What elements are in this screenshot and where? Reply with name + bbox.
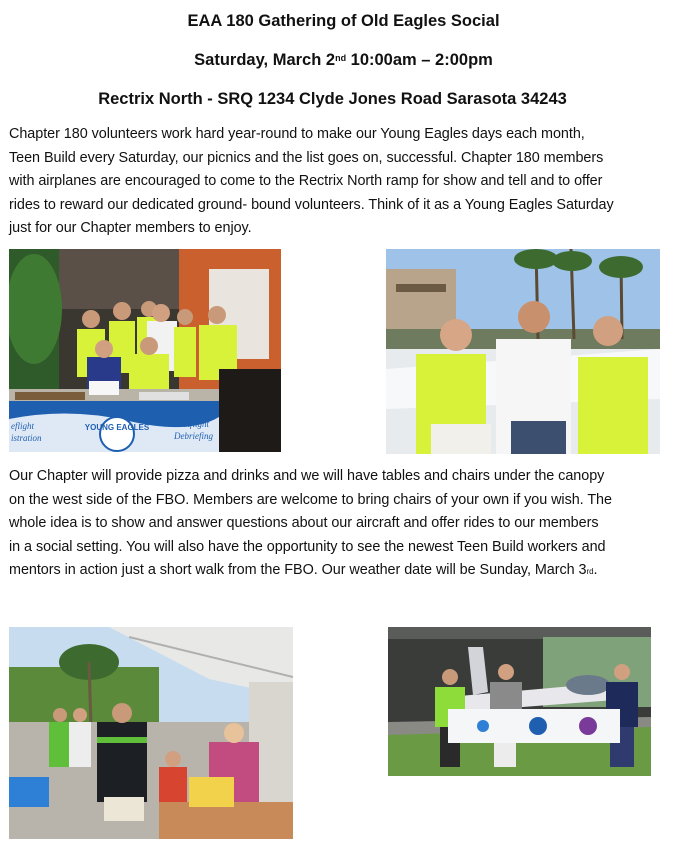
banner-right-text: Postflight: [174, 419, 210, 429]
date-ordinal-rd: rd: [586, 567, 594, 577]
details-last-text: mentors in action just a short walk from the FBO. Our weather date will be Sunday, March 3: [9, 562, 587, 579]
details-line: in a social setting. You will also have the opportunity to see the newest Teen Build workers and: [9, 538, 606, 555]
photo-three-members: [386, 249, 660, 454]
intro-line: with airplanes are encouraged to come to the Rectrix North ramp for show and tell and to offer: [9, 173, 603, 190]
photo-social-canopy: [9, 627, 293, 839]
banner-right-text-2: Debriefing: [174, 431, 213, 441]
details-paragraph: [9, 465, 681, 583]
details-line: on the west side of the FBO. Members are welcome to bring chairs of your own if you wish. The: [9, 491, 612, 508]
details-line: whole idea is to show and answer questions about our aircraft and offer rides to our members: [9, 515, 599, 532]
intro-line: just for our Chapter members to enjoy.: [9, 220, 252, 237]
intro-line: rides to reward our dedicated ground- bound volunteers. Think of it as a Young Eagles Saturday: [9, 196, 614, 213]
event-location: Rectrix North - SRQ 1234 Clyde Jones Road Sarasota 34243: [98, 90, 567, 108]
event-date: Saturday, March 2: [194, 51, 336, 69]
intro-line: Chapter 180 volunteers work hard year-round to make our Young Eagles days each month,: [9, 126, 585, 142]
intro-line: Teen Build every Saturday, our picnics and the list goes on, successful. Chapter 180 members: [9, 149, 604, 166]
photo-volunteers-table: [9, 249, 281, 452]
details-line: Our Chapter will provide pizza and drinks and we will have tables and chairs under the canopy: [9, 468, 605, 484]
intro-paragraph: [9, 123, 681, 241]
event-date-time: [0, 51, 687, 70]
photo-teens-airplane: [388, 627, 651, 776]
date-ordinal: nd: [335, 53, 347, 63]
event-time: 10:00am – 2:00pm: [346, 51, 493, 69]
banner-left-text-2: istration: [11, 433, 42, 443]
details-last-line: [9, 559, 681, 583]
banner-left-text: eflight: [11, 421, 34, 431]
banner-center-text: YOUNG EAGLES: [84, 423, 150, 432]
details-last-end: .: [593, 562, 598, 579]
event-title: EAA 180 Gathering of Old Eagles Social: [187, 12, 500, 30]
